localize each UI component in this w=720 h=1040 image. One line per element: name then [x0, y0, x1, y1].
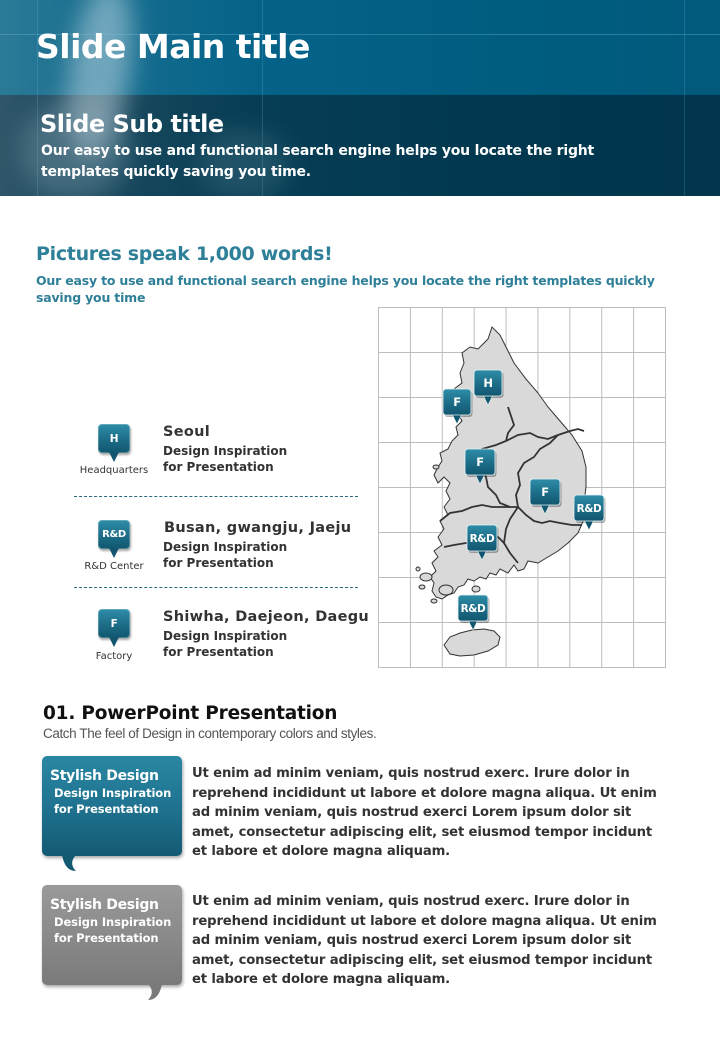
pin-label: F: [476, 455, 484, 469]
card-body-text: Ut enim ad minim veniam, quis nostrud exerc. Irure dolor in reprehend incididunt ut labore et dolore magna aliqua. Ut enim ad minim veniam, quis nostrud exerci Lorem ipsum dolor sit amet, consectetur adipiscing elit, set eiusmod tempor incidunt et labore et dolore magna aliquam.: [192, 894, 657, 987]
pin-label: R&D: [576, 503, 602, 515]
island-shape: [431, 599, 437, 603]
legend-divider: [74, 587, 358, 588]
pin-label: F: [541, 485, 549, 499]
callout-tail: [146, 984, 162, 1002]
callout-tail: [62, 855, 78, 873]
legend-title: Seoul: [163, 424, 211, 440]
pin-label: R&D: [98, 520, 130, 549]
korea-map: [378, 307, 666, 668]
pin-label: H: [483, 376, 493, 390]
callout-card-blue: [42, 756, 182, 856]
legend-line: Design Inspiration: [163, 444, 288, 458]
legend-line: for Presentation: [163, 460, 274, 474]
pin-label: H: [98, 424, 130, 453]
presentation-title: 01. PowerPoint Presentation: [43, 703, 338, 724]
legend-line: for Presentation: [163, 645, 274, 659]
section-heading: Pictures speak 1,000 words!: [36, 243, 333, 265]
callout-line: Design Inspiration: [54, 786, 172, 800]
legend-caption: Headquarters: [79, 465, 149, 476]
legend-item-rnd-center: [74, 520, 358, 600]
callout-card-gray: [42, 885, 182, 985]
island-shape: [472, 586, 480, 592]
slide-header: [0, 0, 720, 196]
rnd-center-pin-icon: [98, 520, 130, 560]
section-description: Our easy to use and functional search engine helps you locate the right templates quickly saving you time: [36, 273, 655, 305]
callout-title: Stylish Design: [50, 768, 159, 784]
header-grid-line: [684, 0, 685, 196]
slide-sub-description: Our easy to use and functional search engine helps you locate the right templates quickly saving you time.: [41, 143, 595, 180]
legend-line: for Presentation: [163, 556, 274, 570]
callout-title: Stylish Design: [50, 897, 159, 913]
island-shape: [419, 585, 425, 589]
pin-tail: [109, 452, 119, 462]
pin-tail: [109, 548, 119, 558]
island-shape: [433, 465, 439, 469]
map-graphic: [378, 307, 666, 668]
legend-title: Shiwha, Daejeon, Daegu: [163, 609, 370, 625]
legend-item-headquarters: [74, 424, 358, 504]
factory-pin-icon: [98, 609, 130, 649]
presentation-description: Catch The feel of Design in contemporary colors and styles.: [43, 726, 377, 741]
legend-line: Design Inspiration: [163, 540, 288, 554]
pin-label: F: [453, 395, 461, 409]
slide-main-title: Slide Main title: [36, 27, 310, 66]
headquarters-pin-icon: [98, 424, 130, 464]
pin-label: R&D: [469, 533, 495, 545]
pin-tail: [109, 637, 119, 647]
pin-label: R&D: [460, 603, 486, 615]
island-shape: [439, 585, 453, 595]
pin-label: F: [98, 609, 130, 638]
callout-line: for Presentation: [54, 931, 159, 945]
callout-line: for Presentation: [54, 802, 159, 816]
callout-line: Design Inspiration: [54, 915, 172, 929]
island-shape: [420, 573, 432, 581]
legend-caption: R&D Center: [84, 561, 144, 572]
legend-item-factory: [74, 609, 370, 689]
legend-title: Busan, gwangju, Jaeju: [164, 520, 352, 536]
legend-caption: Factory: [95, 651, 133, 662]
legend-line: Design Inspiration: [163, 629, 288, 643]
slide-sub-title: Slide Sub title: [40, 110, 224, 138]
card-body-text: Ut enim ad minim veniam, quis nostrud exerc. Irure dolor in reprehend incididunt ut labore et dolore magna aliqua. Ut enim ad minim veniam, quis nostrud exerci Lorem ipsum dolor sit amet, consectetur adipiscing elit, set eiusmod tempor incidunt et labore et dolore magna aliquam.: [192, 766, 657, 859]
legend-divider: [74, 496, 358, 497]
island-shape: [416, 567, 420, 571]
